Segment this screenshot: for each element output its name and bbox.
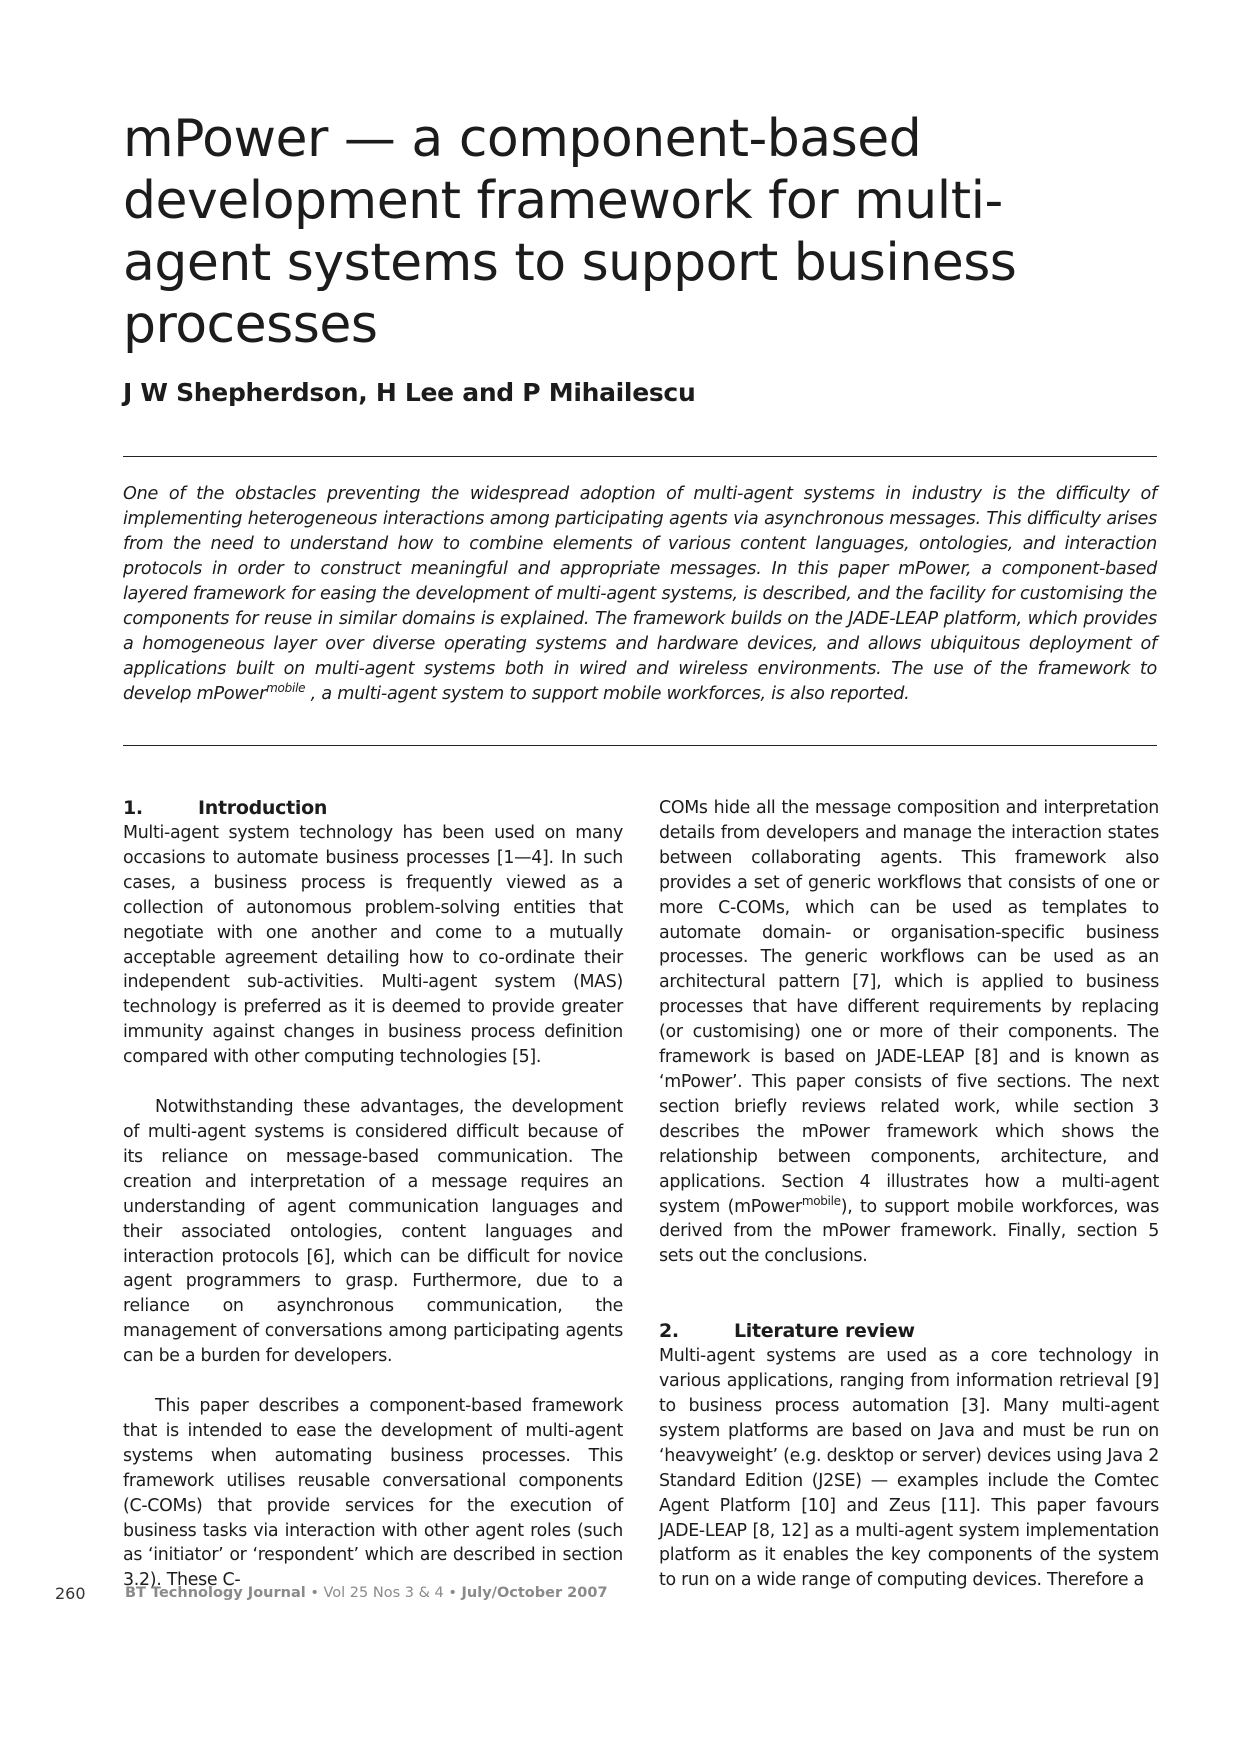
section-title: Introduction: [198, 797, 328, 819]
section-number: 1.: [123, 797, 143, 819]
journal-name: BT Technology Journal: [125, 1585, 306, 1601]
paragraph: Notwithstanding these advantages, the development of multi-agent systems is considered difficult because of its reliance on message-based communication. The creation and interpretation of a message requires an understanding of agent communication languages and their associated ontologies, content languages and interaction protocols [6], which can be difficult for novice agent programmers to grasp. Furthermore, due to a reliance on asynchronous communication, the management of conversations among participating agents can be a burden for developers.: [123, 1097, 623, 1367]
right-column: [659, 796, 1159, 1593]
paragraph-text-end: ), to support mobile workforces, was derived from the mPower framework. Finally, section 5 sets out the conclusions.: [659, 1196, 1159, 1267]
section-heading-introduction: [123, 796, 623, 821]
abstract-text: One of the obstacles preventing the widespread adoption of multi-agent systems in industry is the difficulty of implementing heterogeneous interactions among participating agents via asynchronous messages. This difficulty arises from the need to understand how to combine elements of various content languages, ontologies, and interaction protocols in order to construct meaningful and appropriate messages. In this paper mPower, a component-based layered framework for easing the development of multi-agent systems, is described, and the facility for customising the components for reuse in similar domains is explained. The framework builds on the JADE-LEAP platform, which provides a homogeneous layer over diverse operating systems and hardware devices, and allows ubiquitous deployment of applications built on multi-agent systems both in wired and wireless environments. The use of the framework to develop mPower: [123, 484, 1157, 704]
page-number: 260: [55, 1584, 86, 1603]
left-column: [123, 796, 623, 1593]
section-number: 2.: [659, 1320, 679, 1343]
paragraph: Multi-agent system technology has been used on many occasions to automate business processes [1—4]. In such cases, a business process is frequently viewed as a collection of autonomous problem-solving entities that negotiate with one another and come to a mutually acceptable agreement detailing how to co-ordinate their independent sub-activities. Multi-agent system (MAS) technology is preferred as it is deemed to provide greater immunity against changes in business process definition compared with other computing technologies [5].: [123, 823, 623, 1068]
journal-citation: [125, 1585, 608, 1601]
separator: •: [443, 1585, 462, 1601]
separator: •: [305, 1585, 324, 1601]
abstract: [123, 482, 1157, 707]
paragraph: Multi-agent systems are used as a core technology in various applications, ranging from information retrieval [9] to business process automation [3]. Many multi-agent system platforms are based on Java and must be run on ‘heavyweight’ (e.g. desktop or server) devices using Java 2 Standard Edition (J2SE) — examples include the Comtec Agent Platform [10] and Zeus [11]. This paper favours JADE-LEAP [8, 12] as a multi-agent system implementation platform as it enables the key components of the system to run on a wide range of computing devices. Therefore a: [659, 1346, 1159, 1591]
paragraph: This paper describes a component-based framework that is intended to ease the development of multi-agent systems when automating business processes. This framework utilises reusable conversational components (C-COMs) that provide services for the execution of business tasks via interaction with other agent roles (such as ‘initiator’ or ‘respondent’ which are described in section 3.2). These C-: [123, 1396, 623, 1591]
abstract-text-end: , a multi-agent system to support mobile workforces, is also reported.: [305, 684, 910, 704]
abstract-top-rule: [123, 456, 1157, 457]
section-heading-literature-review: [659, 1319, 1159, 1344]
paragraph: [659, 796, 1159, 1269]
journal-date: July/October 2007: [461, 1585, 608, 1601]
paragraph-superscript: mobile: [801, 1193, 841, 1208]
journal-volume: Vol 25 Nos 3 & 4: [323, 1585, 444, 1601]
paragraph-text: COMs hide all the message composition and interpretation details from developers and manage the interaction states between collaborating agents. This framework also provides a set of generic workflows that consists of one or more C-COMs, which can be used as templates to automate domain- or organisation-specific business processes. The generic workflows can be used as an architectural pattern [7], which is applied to business processes that have different requirements by replacing (or customising) one or more of their components. The framework is based on JADE-LEAP [8] and is known as ‘mPower’. This paper consists of five sections. The next section briefly reviews related work, while section 3 describes the mPower framework which shows the relationship between components, architecture, and applications. Section 4 illustrates how a multi-agent system (mPower: [659, 798, 1159, 1217]
author-list: J W Shepherdson, H Lee and P Mihailescu: [123, 378, 696, 407]
section-title: Literature review: [734, 1320, 915, 1343]
paper-title: mPower — a component-based development framework for multi-agent systems to support business processes: [123, 109, 1017, 355]
abstract-superscript: mobile: [266, 681, 306, 695]
abstract-bottom-rule: [123, 745, 1157, 746]
